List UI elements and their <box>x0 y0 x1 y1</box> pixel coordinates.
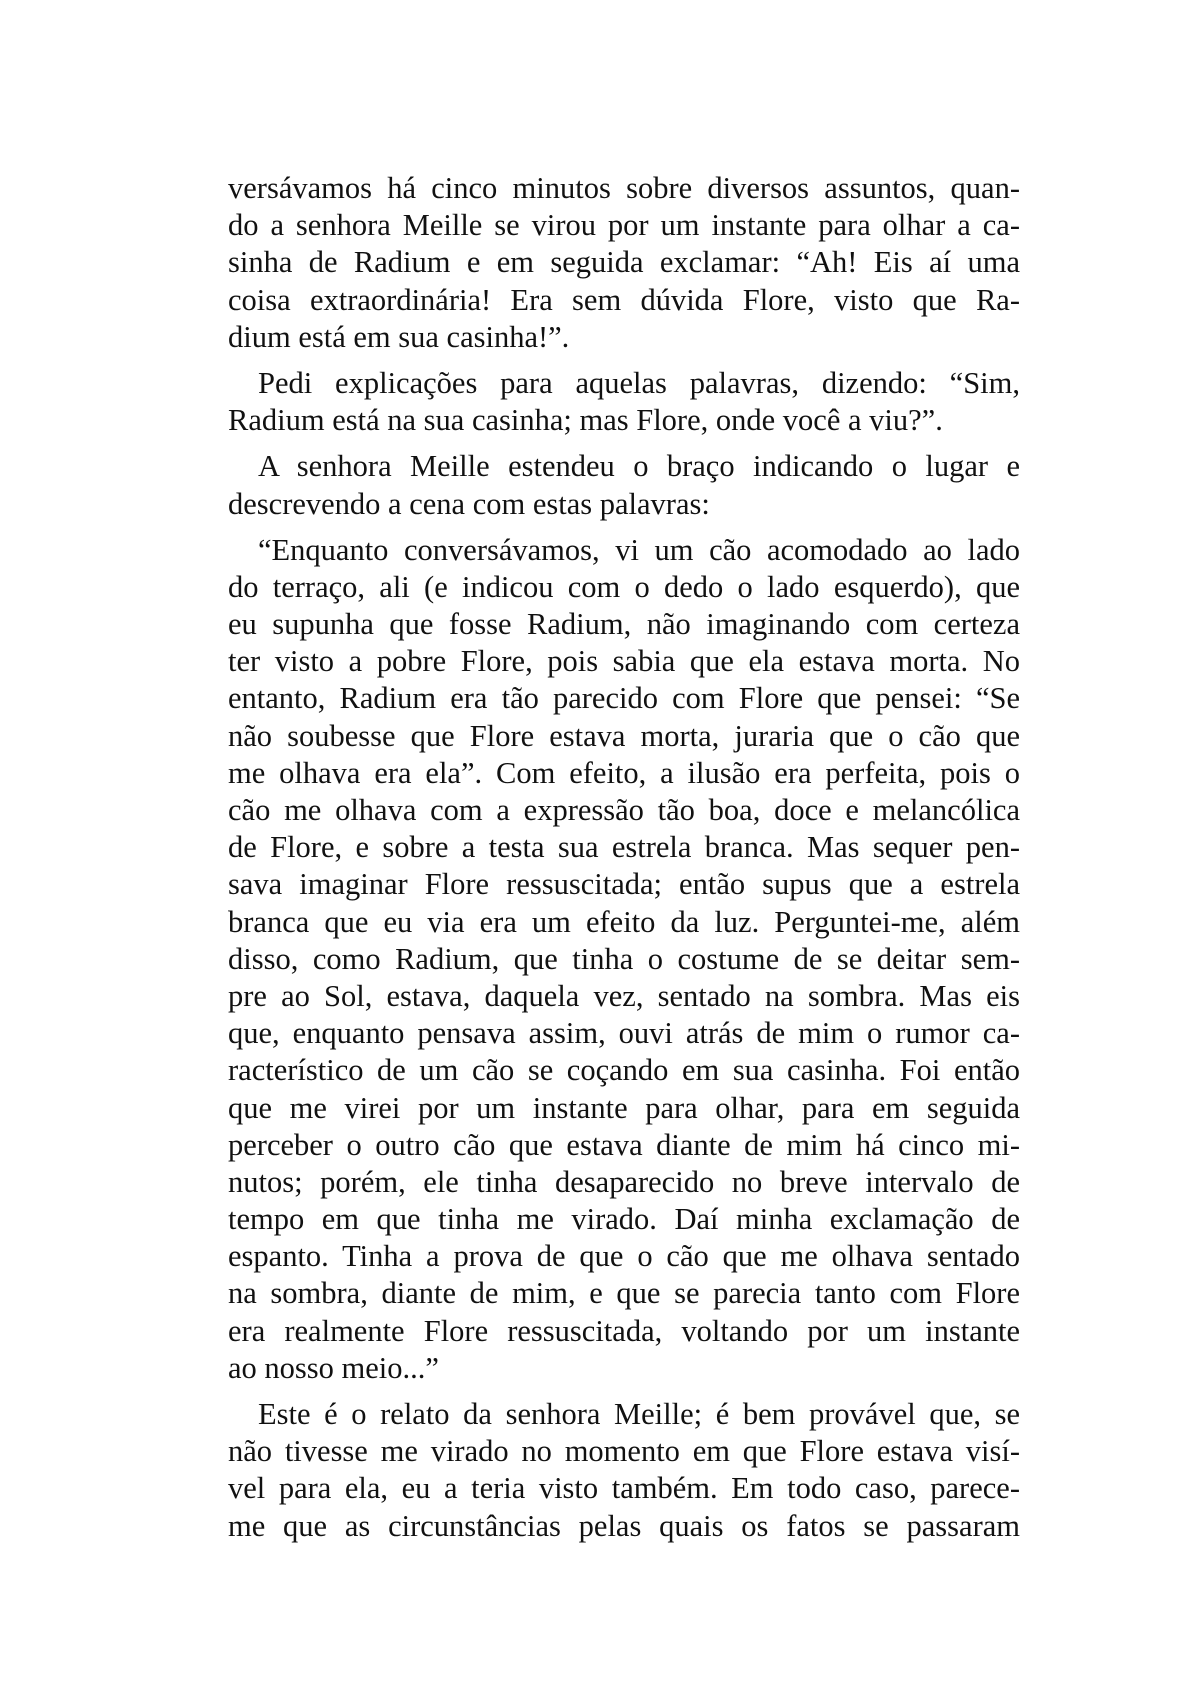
text-line: Pedi explicações para aquelas palavras, dizendo: “Sim, <box>258 365 1020 400</box>
text-line: espanto. Tinha a prova de que o cão que me olhava sentado <box>228 1239 1020 1274</box>
text-line: eu supunha que fosse Radium, não imaginando com certeza <box>228 607 1020 642</box>
text-line: ao nosso meio...” <box>228 1350 439 1385</box>
text-line: disso, como Radium, que tinha o costume de se deitar sem- <box>228 941 1020 976</box>
text-line: branca que eu via era um efeito da luz. Perguntei-me, além <box>228 904 1020 939</box>
paragraph <box>228 1396 1020 1545</box>
text-line: sava imaginar Flore ressuscitada; então supus que a estrela <box>228 867 1020 902</box>
text-line: ter visto a pobre Flore, pois sabia que ela estava morta. No <box>228 644 1020 679</box>
paragraph <box>228 448 1020 522</box>
text-line: não tivesse me virado no momento em que Flore estava visí- <box>228 1434 1020 1469</box>
text-line: dium está em sua casinha!”. <box>228 319 570 354</box>
text-line: do a senhora Meille se virou por um instante para olhar a ca- <box>228 208 1020 243</box>
text-line: A senhora Meille estendeu o braço indicando o lugar e <box>258 449 1020 484</box>
paragraph <box>228 532 1020 1387</box>
document-page <box>228 170 1020 1554</box>
text-line: era realmente Flore ressuscitada, voltando por um instante <box>228 1313 1020 1348</box>
text-line: tempo em que tinha me virado. Daí minha exclamação de <box>228 1202 1020 1237</box>
text-line: Este é o relato da senhora Meille; é bem provável que, se <box>258 1397 1020 1431</box>
text-line: cão me olhava com a expressão tão boa, doce e melancólica <box>228 793 1020 827</box>
text-line: não soubesse que Flore estava morta, juraria que o cão que <box>228 718 1020 753</box>
text-line: que, enquanto pensava assim, ouvi atrás de mim o rumor ca- <box>228 1016 1020 1051</box>
text-line: que me virei por um instante para olhar, para em seguida <box>228 1090 1020 1125</box>
text-line: racterístico de um cão se coçando em sua casinha. Foi então <box>228 1053 1020 1088</box>
text-line: Radium está na sua casinha; mas Flore, onde você a viu?”. <box>228 403 943 438</box>
paragraph <box>228 170 1020 356</box>
text-line: entanto, Radium era tão parecido com Flore que pensei: “Se <box>228 681 1020 716</box>
paragraph <box>228 365 1020 439</box>
text-line: descrevendo a cena com estas palavras: <box>228 486 710 521</box>
text-line: sinha de Radium e em seguida exclamar: “Ah! Eis aí uma <box>228 245 1020 280</box>
text-line: coisa extraordinária! Era sem dúvida Flore, visto que Ra- <box>228 282 1020 317</box>
text-line: de Flore, e sobre a testa sua estrela branca. Mas sequer pen- <box>228 830 1020 865</box>
text-line: nutos; porém, ele tinha desaparecido no breve intervalo de <box>228 1164 1020 1199</box>
text-line: me olhava era ela”. Com efeito, a ilusão era perfeita, pois o <box>228 755 1020 790</box>
text-line: me que as circunstâncias pelas quais os fatos se passaram <box>228 1508 1020 1543</box>
text-line: perceber o outro cão que estava diante de mim há cinco mi- <box>228 1127 1020 1162</box>
text-line: do terraço, ali (e indicou com o dedo o lado esquerdo), que <box>228 569 1020 604</box>
text-line: “Enquanto conversávamos, vi um cão acomodado ao lado <box>258 532 1020 567</box>
text-line: na sombra, diante de mim, e que se parecia tanto com Flore <box>228 1276 1020 1311</box>
body-text <box>228 170 1020 1545</box>
text-line: pre ao Sol, estava, daquela vez, sentado na sombra. Mas eis <box>228 978 1020 1013</box>
text-line: versávamos há cinco minutos sobre diversos assuntos, quan- <box>228 171 1020 205</box>
text-line: vel para ela, eu a teria visto também. Em todo caso, parece- <box>228 1471 1020 1506</box>
